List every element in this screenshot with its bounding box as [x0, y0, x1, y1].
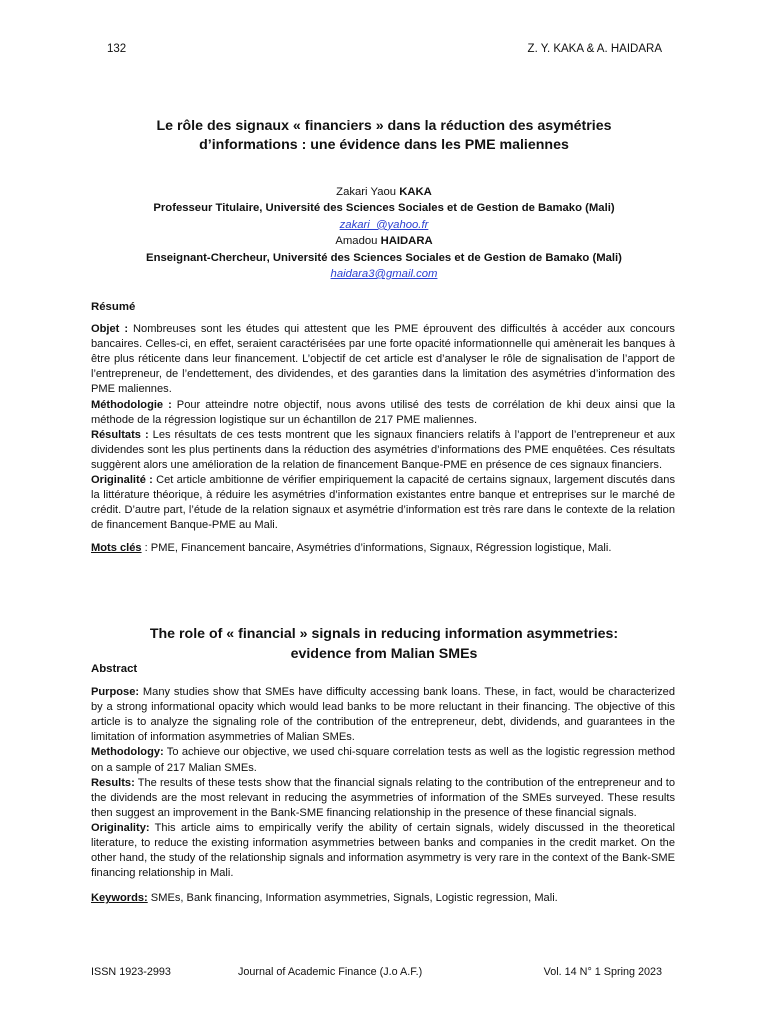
- author-2-name: [90, 233, 678, 249]
- resume-originalite-label: Originalité :: [91, 474, 153, 487]
- abstract-originality: [91, 821, 675, 881]
- resume-keywords: [91, 541, 675, 556]
- author-1-email-link[interactable]: zakari_@yahoo.fr: [339, 218, 429, 231]
- author-2-given-name: Amadou: [335, 235, 381, 248]
- resume-methodologie: [91, 398, 675, 428]
- abstract-purpose-text: Many studies show that SMEs have difficulty accessing bank loans. These, in fact, would be characterized by a strong informational opacity which would lead banks to be more reluctant in their financing. The objective of this article is to analyze the signaling role of the contribution of the entrepreneur, debt, dividends, and guarantees in the limitation of information asymmetries of Malian SMEs.: [91, 686, 675, 744]
- author-2-email-link[interactable]: haidara3@gmail.com: [330, 268, 438, 281]
- resume-resultats-text: Les résultats de ces tests montrent que les signaux financiers relatifs à l’apport de l’entrepreneur et aux dividendes sont les plus pertinents dans la réduction des asymétries d’informations des PME enquêtées. Ces résultats suggèrent alors une amélioration de la relation de financement Banque-PME en présence de ces signaux financiers.: [91, 428, 676, 471]
- abstract-purpose: [91, 685, 675, 745]
- footer-issn: ISSN 1923-2993: [91, 966, 171, 978]
- author-2-surname: HAIDARA: [380, 235, 433, 248]
- abstract-originality-label: Originality:: [91, 821, 150, 834]
- abstract-keywords-label: Keywords:: [91, 892, 148, 905]
- abstract-section: [91, 662, 675, 906]
- resume-keywords-label: Mots clés: [91, 542, 142, 555]
- abstract-keywords: [91, 891, 675, 906]
- author-block: [90, 184, 678, 282]
- author-1-affiliation: Professeur Titulaire, Université des Sciences Sociales et de Gestion de Bamako (Mali): [153, 202, 615, 215]
- french-title-line-2: d’informations : une évidence dans les PME maliennes: [199, 137, 569, 153]
- author-1-name: [90, 184, 678, 200]
- abstract-methodology-text: To achieve our objective, we used chi-square correlation tests as well as the logistic regression method on a sample of 217 Malian SMEs.: [91, 746, 675, 774]
- english-title-line-1: The role of « financial » signals in reducing information asymmetries:: [149, 626, 619, 642]
- french-title: [100, 117, 668, 155]
- resume-objet: [91, 322, 675, 397]
- page-number: 132: [107, 43, 127, 55]
- resume-objet-label: Objet :: [91, 323, 129, 336]
- resume-section: [91, 300, 675, 557]
- resume-methodologie-text: Pour atteindre notre objectif, nous avons utilisé des tests de corrélation de khi deux ainsi que la méthode de la régression logistique sur un échantillon de 217 PME maliennes.: [91, 398, 675, 426]
- french-title-line-1: Le rôle des signaux « financiers » dans la réduction des asymétries: [156, 118, 612, 134]
- resume-resultats-label: Résultats :: [91, 428, 149, 441]
- abstract-methodology: [91, 745, 675, 775]
- author-2-affiliation: Enseignant-Chercheur, Université des Sciences Sociales et de Gestion de Bamako (Mali): [146, 251, 622, 264]
- abstract-results-label: Results:: [91, 776, 135, 789]
- english-title: [90, 624, 678, 664]
- resume-methodologie-label: Méthodologie :: [91, 398, 172, 411]
- resume-objet-text: Nombreuses sont les études qui attestent que les PME éprouvent des difficultés à accéder aux concours bancaires. Celles-ci, en effet, seraient caractérisées par une forte opacité informationnelle qui amènerait les banques à être plus réticente dans leur financement. L’objectif de cet article est d’analyser le rôle de signalisation de l’apport de l’entrepreneur, de l’endettement, des dividendes, et des garanties dans la limitation des asymétries d’information des PME maliennes.: [91, 323, 675, 396]
- resume-originalite-text: Cet article ambitionne de vérifier empiriquement la capacité de certains signaux, largement discutés dans la littérature théorique, à réduire les asymétries d’information existantes entre banque et entreprises sur le marché de crédit. D’autre part, l’étude de la relation signaux et asymétrie d’information est très rare dans le contexte de la relation de financement Banque-PME au Mali.: [91, 474, 675, 532]
- resume-originalite: [91, 473, 675, 533]
- abstract-purpose-label: Purpose:: [91, 686, 140, 699]
- footer-journal: Journal of Academic Finance (J.o A.F.): [238, 966, 423, 978]
- author-1-given-name: Zakari Yaou: [336, 186, 400, 198]
- abstract-results: [91, 776, 675, 821]
- abstract-originality-text: This article aims to empirically verify the ability of certain signals, widely discussed in the theoretical literature, to reduce the existing information asymmetries between banks and companies in the credit market. On the other hand, the study of the relationship signals and information asymmetry is very rare in the context of the Bank-SME financing relationship in Mali.: [91, 821, 675, 880]
- resume-heading: Résumé: [91, 301, 136, 313]
- running-authors: Z. Y. KAKA & A. HAIDARA: [527, 43, 662, 55]
- abstract-heading: Abstract: [91, 663, 138, 675]
- abstract-methodology-label: Methodology:: [91, 746, 164, 759]
- abstract-results-text: The results of these tests show that the financial signals relating to the contribution of the entrepreneur and to the dividends are the most relevant in reducing the asymmetries of information of the SMEs surveyed. These results then suggest an improvement in the Bank-SME financing relationship in the presence of these financial signals.: [91, 776, 675, 819]
- english-title-line-2: evidence from Malian SMEs: [290, 646, 478, 662]
- footer-volume: Vol. 14 N° 1 Spring 2023: [543, 966, 662, 978]
- resume-resultats: [91, 428, 675, 473]
- author-1-surname: KAKA: [399, 186, 432, 198]
- abstract-keywords-text: SMEs, Bank financing, Information asymmetries, Signals, Logistic regression, Mali.: [147, 892, 558, 905]
- resume-keywords-text: : PME, Financement bancaire, Asymétries d’informations, Signaux, Régression logistique, Mali.: [141, 542, 612, 555]
